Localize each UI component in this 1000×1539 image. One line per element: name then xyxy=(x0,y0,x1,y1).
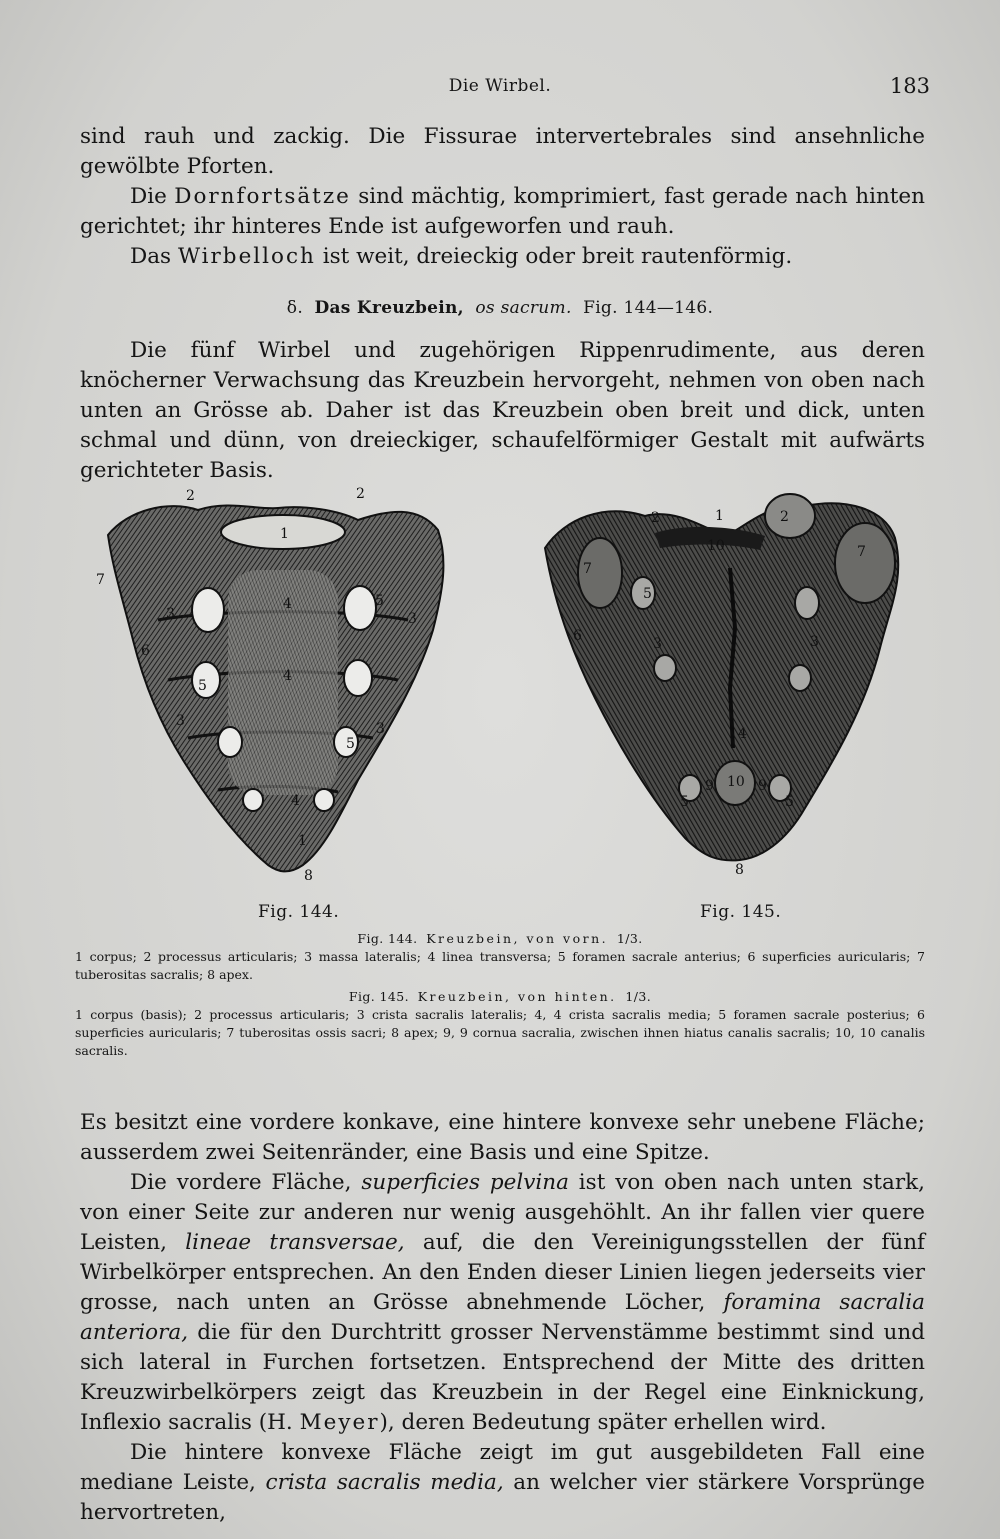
fig144-num: 1 xyxy=(280,526,289,542)
text-run: Die xyxy=(130,184,175,209)
latin-term: crista sacralis media, xyxy=(265,1470,504,1495)
caption-scale: 1/3. xyxy=(616,931,643,946)
spaced-term: Dornfortsätze xyxy=(174,184,351,209)
figure-captions xyxy=(75,930,925,1060)
fig145-num: 7 xyxy=(857,544,866,560)
caption-fig-number: Fig. 145. xyxy=(348,989,409,1004)
fig144-num: 4 xyxy=(283,596,292,612)
paragraph-fissurae: sind rauh und zackig. Die Fissurae intervertebrales sind ansehnliche gewölbte Pforten. xyxy=(80,124,925,179)
fig145-num: 9 xyxy=(705,778,714,794)
fig144-num: 2 xyxy=(186,488,195,504)
spaced-term: Wirbelloch xyxy=(177,244,316,269)
text-run: ), deren Bedeutung später erhellen wird. xyxy=(379,1410,827,1435)
fig144-num: 5 xyxy=(375,593,384,609)
paragraph-dornfortsaetze xyxy=(80,182,925,242)
fig144-num: 5 xyxy=(198,678,207,694)
page-number: 183 xyxy=(889,74,930,98)
fig144-num: 7 xyxy=(96,572,105,588)
fig144-num: 4 xyxy=(283,668,292,684)
paragraph-flaechen: Es besitzt eine vordere konkave, eine hintere konvexe sehr unebene Fläche; ausserdem zwei Seitenränder, eine Basis und eine Spitze. xyxy=(80,1110,925,1165)
caption-fig-number: Fig. 144. xyxy=(357,931,418,946)
running-title: Die Wirbel. xyxy=(448,76,552,96)
figure-145-sacrum-back xyxy=(535,488,910,878)
fig144-num: 6 xyxy=(141,643,150,659)
fig145-num: 5 xyxy=(680,794,689,810)
caption-scale: 1/3. xyxy=(625,989,652,1004)
fig145-num: 10 xyxy=(727,774,745,790)
paragraph-wirbelloch xyxy=(80,242,925,272)
figure-144-sacrum-front xyxy=(88,480,468,890)
caption-fig-title: Kreuzbein, von hinten. xyxy=(417,989,617,1004)
fig144-num: 5 xyxy=(346,736,355,752)
latin-term: superficies pelvina xyxy=(361,1170,569,1195)
fig144-num: 8 xyxy=(304,868,313,884)
section-latin: os sacrum. xyxy=(475,298,572,318)
sacrum-front-illustration xyxy=(88,480,468,890)
fig144-num: 3 xyxy=(376,721,385,737)
paragraph-intro: Die fünf Wirbel und zugehörigen Rippenrudimente, aus deren knöcherner Verwachsung das Kreuzbein hervorgeht, nehmen von oben nach unten an Grösse ab. Daher ist das Kreuzbein oben breit und dick, unten schmal und dünn, von dreieckiger, schaufelförmiger Gestalt mit aufwärts gerichteter Basis. xyxy=(80,338,925,483)
fig145-num: 6 xyxy=(573,628,582,644)
text-run: sind mächtig, komprimiert, fast gerade nach hinten gerichtet; ihr hinteres Ende ist aufgeworfen und rauh. xyxy=(80,184,925,239)
text-run: Die vordere Fläche, xyxy=(130,1170,362,1195)
section-heading xyxy=(0,298,1000,318)
section-title: Das Kreuzbein, xyxy=(314,298,464,318)
fig144-num: 1 xyxy=(298,833,307,849)
text-run: ist von oben nach unten stark, von einer Seite zur anderen nur wenig ausgehöhlt. An ihr fallen vier quere Leisten, xyxy=(80,1170,925,1255)
page-header xyxy=(0,72,1000,102)
paragraph-vordere-flaeche xyxy=(80,1168,925,1438)
fig145-num: 1 xyxy=(715,508,724,524)
text-run: auf, die den Vereinigungsstellen der fünf Wirbelkörper entsprechen. An den Enden dieser Linien liegen jederseits vier grosse, nach unten an Grösse abnehmende Löcher, xyxy=(80,1230,926,1315)
sacrum-back-illustration xyxy=(535,488,910,878)
fig145-num: 9 xyxy=(758,778,767,794)
paragraph-hintere-flaeche xyxy=(80,1438,925,1528)
latin-term: lineae transversae, xyxy=(185,1230,405,1255)
fig144-num: 2 xyxy=(356,486,365,502)
top-text-block xyxy=(80,122,925,272)
fig145-num: 2 xyxy=(780,509,789,525)
bottom-text-block xyxy=(80,1108,925,1528)
caption-144-title xyxy=(75,930,925,948)
spaced-term: Meyer xyxy=(299,1410,380,1435)
caption-144-text: 1 corpus; 2 processus articularis; 3 massa lateralis; 4 linea transversa; 5 foramen sacrale anterius; 6 superficies auricularis; 7 tuberositas sacralis; 8 apex. xyxy=(75,949,925,982)
fig145-num: 2 xyxy=(651,510,660,526)
text-run: Das xyxy=(130,244,178,269)
text-run: ist weit, dreieckig oder breit rautenförmig. xyxy=(315,244,793,269)
fig145-num: 8 xyxy=(735,862,744,878)
fig144-num: 4 xyxy=(291,793,300,809)
fig145-num: 10 xyxy=(707,538,725,554)
fig145-num: 3 xyxy=(653,636,662,652)
latin-term: foramina sacralia anteriora, xyxy=(80,1290,925,1345)
fig144-num: 3 xyxy=(166,606,175,622)
fig145-num: 5 xyxy=(643,586,652,602)
fig145-num: 5 xyxy=(785,794,794,810)
caption-145-title xyxy=(75,988,925,1006)
section-marker: δ. xyxy=(286,298,304,318)
fig145-num: 4 xyxy=(738,726,747,742)
fig144-num: 3 xyxy=(408,611,417,627)
fig144-num: 3 xyxy=(176,713,185,729)
figure-144-label: Fig. 144. xyxy=(258,902,340,922)
fig145-num: 3 xyxy=(810,634,819,650)
caption-fig-title: Kreuzbein, von vorn. xyxy=(426,931,609,946)
section-figref: Fig. 144—146. xyxy=(583,298,714,318)
caption-145-text: 1 corpus (basis); 2 processus articularis; 3 crista sacralis lateralis; 4, 4 crista sacralis media; 5 foramen sacrale posterius; 6 superficies auricularis; 7 tuberositas ossis sacri; 8 apex; 9, 9 cornua sacralia, zwischen ihnen hiatus canalis sacralis; 10, 10 canalis sacralis. xyxy=(75,1007,925,1058)
figure-145-label: Fig. 145. xyxy=(700,902,782,922)
text-run: Die hintere konvexe Fläche zeigt im gut ausgebildeten Fall eine mediane Leiste, xyxy=(80,1440,925,1495)
intro-text-block xyxy=(80,336,925,486)
text-run: die für den Durchtritt grosser Nervenstämme bestimmt sind und sich lateral in Furchen fortsetzen. Entsprechend der Mitte des dritten Kreuzwirbelkörpers zeigt das Kreuzbein in der Regel eine Einknickung, Inflexio sacralis (H. xyxy=(80,1320,925,1435)
fig145-num: 7 xyxy=(583,561,592,577)
text-run: an welcher vier stärkere Vorsprünge hervortreten, xyxy=(80,1470,925,1525)
